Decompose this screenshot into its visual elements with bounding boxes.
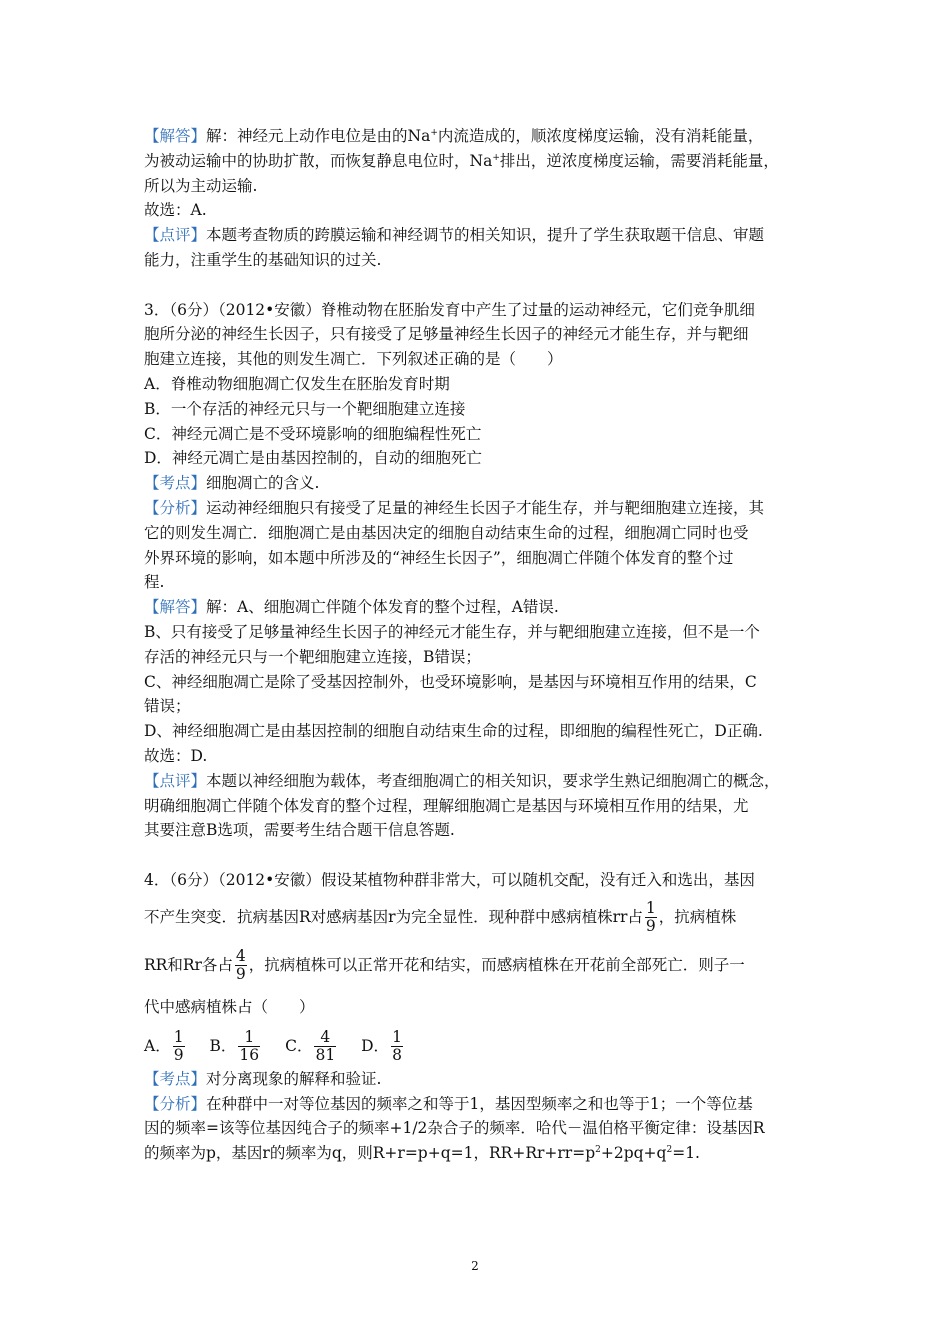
q3-option-b: B．一个存活的神经元只与一个靶细胞建立连接 xyxy=(144,399,466,418)
analysis-tag: 【分析】 xyxy=(144,1094,207,1113)
q2-choice: 故选：A. xyxy=(144,201,207,220)
q4-option-a: A． $\frac{1}{9}$ xyxy=(144,1028,184,1065)
q4-option-c: C． $\frac{4}{81}$ xyxy=(285,1028,336,1065)
answer-tag: 【解答】 xyxy=(144,598,207,617)
q3-analysis-line-4: 程. xyxy=(144,573,165,592)
q2-comment-line-2: 能力，注重学生的基础知识的过关. xyxy=(144,250,382,269)
q3-stem-line-3: 胞建立连接，其他的则发生凋亡．下列叙述正确的是（ ） xyxy=(144,350,563,369)
q4-stem-line-3: RR和Rr各占 $\frac{4}{9}$ ，抗病植株可以正常开花和结实，而感病植株在开花前全部死亡．则子一 xyxy=(144,947,745,984)
q3-option-a: A．脊椎动物细胞凋亡仅发生在胚胎发育时期 xyxy=(144,374,450,393)
q3-answer-line-3: 存活的神经元只与一个靶细胞建立连接，B错误； xyxy=(144,647,481,666)
q4-knowledge-point: 【考点】对分离现象的解释和验证. xyxy=(144,1069,382,1088)
q2-answer-line-3: 所以为主动运输. xyxy=(144,176,258,195)
comment-tag: 【点评】 xyxy=(144,771,207,790)
option-fraction: $\frac{1}{8}$ xyxy=(392,1028,402,1065)
q3-analysis-line-2: 它的则发生凋亡．细胞凋亡是由基因决定的细胞自动结束生命的过程，细胞凋亡同时也受 xyxy=(144,523,749,542)
q4-stem-line-1: 4．（6分）（2012•安徽）假设某植物种群非常大，可以随机交配，没有迁入和选出，基因 xyxy=(144,870,755,889)
q4-option-d: D． $\frac{1}{8}$ xyxy=(361,1028,402,1065)
q2-answer-line-1: 【解答】解：神经元上动作电位是由的Na+内流造成的，顺浓度梯度运输，没有消耗能量， xyxy=(144,127,764,145)
q4-stem-line-4: 代中感病植株占（ ） xyxy=(144,997,315,1016)
q4-analysis-line-2: 因的频率=该等位基因纯合子的频率+1/2杂合子的频率．哈代－温伯格平衡定律：设基因R xyxy=(144,1119,765,1138)
analysis-tag: 【分析】 xyxy=(144,498,207,517)
q3-stem-line-1: 3．（6分）（2012•安徽）脊椎动物在胚胎发育中产生了过量的运动神经元，它们竞争肌细 xyxy=(144,300,755,319)
page-number: 2 xyxy=(471,1259,479,1273)
fraction-rr: $\frac{1}{9}$ xyxy=(645,899,656,936)
q3-answer-line-1: 【解答】解：A、细胞凋亡伴随个体发育的整个过程，A错误. xyxy=(144,598,559,617)
q3-analysis-line-3: 外界环境的影响，如本题中所涉及的“神经生长因子”，细胞凋亡伴随个体发育的整个过 xyxy=(144,548,734,567)
q3-answer-line-6: D、神经细胞凋亡是由基因控制的细胞自动结束生命的过程，即细胞的编程性死亡，D正确. xyxy=(144,722,763,741)
comment-tag: 【点评】 xyxy=(144,226,207,245)
knowledge-tag: 【考点】 xyxy=(144,474,207,493)
q3-comment-line-2: 明确细胞凋亡伴随个体发育的整个过程，理解细胞凋亡是基因与环境相互作用的结果，尤 xyxy=(144,796,749,815)
q3-analysis-line-1: 【分析】运动神经细胞只有接受了足量的神经生长因子才能生存，并与靶细胞建立连接，其 xyxy=(144,498,765,517)
q4-analysis-line-3: 的频率为p，基因r的频率为q，则R+r=p+q=1，$RR+Rr+rr=p^2+2pq+q^2=1$. xyxy=(144,1144,700,1163)
q3-answer-line-4: C、神经细胞凋亡是除了受基因控制外，也受环境影响，是基因与环境相互作用的结果，C xyxy=(144,672,757,691)
answer-tag: 【解答】 xyxy=(144,127,207,145)
option-fraction: $\frac{1}{9}$ xyxy=(173,1028,184,1065)
option-fraction: $\frac{1}{16}$ xyxy=(239,1028,260,1065)
q4-options xyxy=(144,1025,812,1067)
knowledge-tag: 【考点】 xyxy=(144,1069,207,1088)
q3-comment-line-1: 【点评】本题以神经细胞为载体，考查细胞凋亡的相关知识，要求学生熟记细胞凋亡的概念， xyxy=(144,771,780,790)
q3-comment-line-3: 其要注意B选项，需要考生结合题干信息答题. xyxy=(144,821,455,840)
q3-answer-line-2: B、只有接受了足够量神经生长因子的神经元才能生存，并与靶细胞建立连接，但不是一个 xyxy=(144,622,760,641)
q4-option-b: B． $\frac{1}{16}$ xyxy=(209,1028,260,1065)
q4-stem-line-2: 不产生突变．抗病基因R对感病基因r为完全显性．现种群中感病植株rr占 $\frac{1}{9}$ ，抗病植株 xyxy=(144,899,737,936)
fraction-each: $\frac{4}{9}$ xyxy=(235,947,246,984)
q3-choice: 故选：D. xyxy=(144,746,208,765)
q3-option-d: D．神经元凋亡是由基因控制的，自动的细胞死亡 xyxy=(144,449,482,468)
q3-answer-line-5: 错误； xyxy=(144,697,191,716)
q4-analysis-line-1: 【分析】在种群中一对等位基因的频率之和等于1，基因型频率之和也等于1；一个等位基 xyxy=(144,1094,753,1113)
q2-comment-line-1: 【点评】本题考查物质的跨膜运输和神经调节的相关知识，提升了学生获取题干信息、审题 xyxy=(144,226,765,245)
document-page xyxy=(144,124,812,1166)
q2-answer-line-2: 为被动运输中的协助扩散，而恢复静息电位时，Na+排出，逆浓度梯度运输，需要消耗能量， xyxy=(144,151,779,170)
q3-stem-line-2: 胞所分泌的神经生长因子，只有接受了足够量神经生长因子的神经元才能生存，并与靶细 xyxy=(144,325,749,344)
q3-option-c: C．神经元凋亡是不受环境影响的细胞编程性死亡 xyxy=(144,424,482,443)
option-fraction: $\frac{4}{81}$ xyxy=(315,1028,336,1065)
q3-knowledge-point: 【考点】细胞凋亡的含义. xyxy=(144,474,320,493)
